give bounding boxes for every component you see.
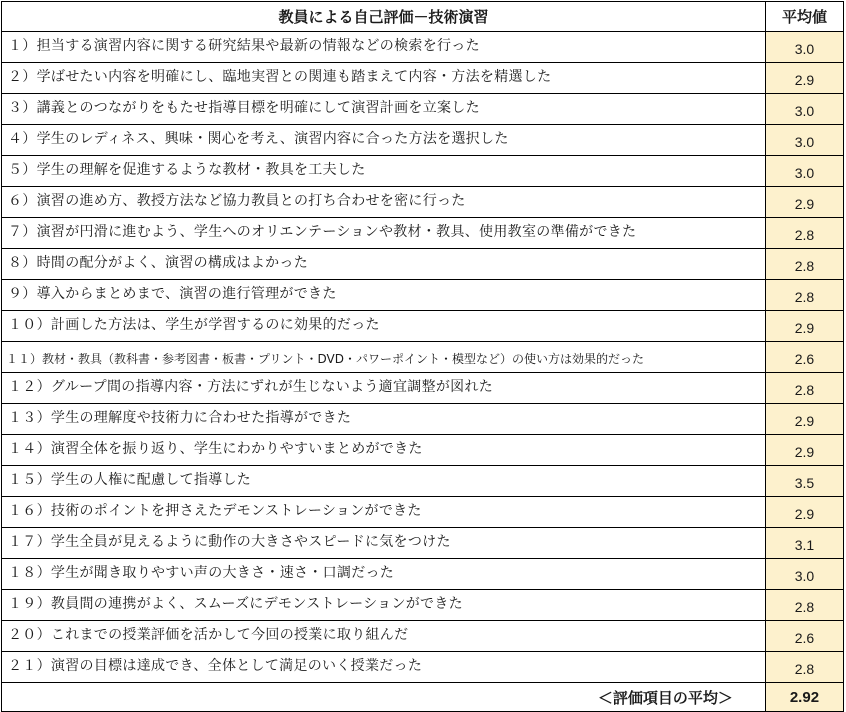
item-label: １１）教材・教具（教科書・参考図書・板書・プリント・DVD・パワーポイント・模型など）の使い方は効果的だった <box>2 342 766 373</box>
item-score: 3.1 <box>765 528 843 559</box>
item-score: 2.9 <box>765 497 843 528</box>
table-row <box>2 156 844 187</box>
item-score: 3.0 <box>765 156 843 187</box>
table-row <box>2 280 844 311</box>
table-row <box>2 218 844 249</box>
item-label: １９）教員間の連携がよく、スムーズにデモンストレーションができた <box>2 590 766 621</box>
table-row <box>2 63 844 94</box>
item-score: 2.6 <box>765 342 843 373</box>
item-label: １３）学生の理解度や技術力に合わせた指導ができた <box>2 404 766 435</box>
table-row <box>2 528 844 559</box>
item-score: 3.0 <box>765 94 843 125</box>
table-row <box>2 590 844 621</box>
item-label: ３）講義とのつながりをもたせ指導目標を明確にして演習計画を立案した <box>2 94 766 125</box>
item-label: １２）グループ間の指導内容・方法にずれが生じないよう適宜調整が図れた <box>2 373 766 404</box>
table-row <box>2 466 844 497</box>
item-label: ９）導入からまとめまで、演習の進行管理ができた <box>2 280 766 311</box>
item-score: 2.9 <box>765 404 843 435</box>
item-score: 2.8 <box>765 590 843 621</box>
item-label: ６）演習の進め方、教授方法など協力教員との打ち合わせを密に行った <box>2 187 766 218</box>
item-score: 2.6 <box>765 621 843 652</box>
table-row <box>2 32 844 63</box>
item-score: 2.9 <box>765 311 843 342</box>
item-label: ５）学生の理解を促進するような教材・教具を工夫した <box>2 156 766 187</box>
item-score: 2.8 <box>765 280 843 311</box>
table-row <box>2 373 844 404</box>
item-score: 3.5 <box>765 466 843 497</box>
item-label: ２１）演習の目標は達成でき、全体として満足のいく授業だった <box>2 652 766 683</box>
table-row <box>2 249 844 280</box>
score-column-header: 平均値 <box>765 2 843 32</box>
summary-row <box>2 683 844 712</box>
table-row <box>2 652 844 683</box>
item-score: 3.0 <box>765 32 843 63</box>
evaluation-table <box>1 1 844 712</box>
item-label: １５）学生の人権に配慮して指導した <box>2 466 766 497</box>
item-label: １８）学生が聞き取りやすい声の大きさ・速さ・口調だった <box>2 559 766 590</box>
header-row <box>2 2 844 32</box>
table-row <box>2 497 844 528</box>
average-score: 2.92 <box>765 683 843 712</box>
item-label: ４）学生のレディネス、興味・関心を考え、演習内容に合った方法を選択した <box>2 125 766 156</box>
item-label: ２０）これまでの授業評価を活かして今回の授業に取り組んだ <box>2 621 766 652</box>
table-row <box>2 342 844 373</box>
item-score: 2.9 <box>765 63 843 94</box>
item-score: 2.9 <box>765 435 843 466</box>
item-score: 3.0 <box>765 559 843 590</box>
item-score: 2.9 <box>765 187 843 218</box>
table-row <box>2 621 844 652</box>
item-score: 3.0 <box>765 125 843 156</box>
item-score: 2.8 <box>765 218 843 249</box>
table-row <box>2 311 844 342</box>
table-row <box>2 404 844 435</box>
item-score: 2.8 <box>765 652 843 683</box>
table-body <box>2 32 844 683</box>
item-label: １）担当する演習内容に関する研究結果や最新の情報などの検索を行った <box>2 32 766 63</box>
item-score: 2.8 <box>765 373 843 404</box>
table-title: 教員による自己評価－技術演習 <box>2 2 766 32</box>
table-row <box>2 559 844 590</box>
table-row <box>2 94 844 125</box>
item-label: １０）計画した方法は、学生が学習するのに効果的だった <box>2 311 766 342</box>
item-label: １７）学生全員が見えるように動作の大きさやスピードに気をつけた <box>2 528 766 559</box>
item-label: １４）演習全体を振り返り、学生にわかりやすいまとめができた <box>2 435 766 466</box>
average-label: ＜評価項目の平均＞ <box>2 683 766 712</box>
item-label: ８）時間の配分がよく、演習の構成はよかった <box>2 249 766 280</box>
table-row <box>2 187 844 218</box>
item-label: ７）演習が円滑に進むよう、学生へのオリエンテーションや教材・教具、使用教室の準備ができた <box>2 218 766 249</box>
table-row <box>2 435 844 466</box>
table-row <box>2 125 844 156</box>
item-label: １６）技術のポイントを押さえたデモンストレーションができた <box>2 497 766 528</box>
item-score: 2.8 <box>765 249 843 280</box>
item-label: ２）学ばせたい内容を明確にし、臨地実習との関連も踏まえて内容・方法を精選した <box>2 63 766 94</box>
